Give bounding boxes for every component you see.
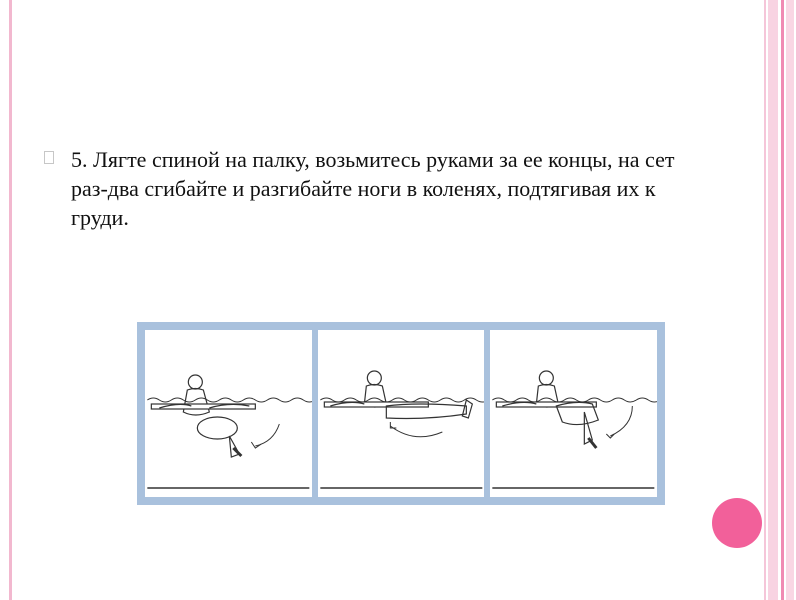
exercise-figure-knees-bent (490, 330, 657, 497)
bullet-box-icon (44, 151, 54, 164)
slide-body-text: 5. Лягте спиной на палку, возьмитесь руками за ее концы, на сет раз-два сгибайте и разгибайте ноги в коленях, подтягивая их к груди. (71, 147, 675, 230)
exercise-illustration (137, 322, 665, 505)
right-decorative-stripes (764, 0, 800, 600)
exercise-panel-3 (490, 330, 657, 497)
exercise-panel-1 (145, 330, 312, 497)
exercise-panel-2 (318, 330, 485, 497)
bullet-item (44, 145, 684, 232)
left-border-line (9, 0, 12, 600)
exercise-figure-legs-extended (318, 330, 485, 497)
decorative-pink-circle (712, 498, 762, 548)
exercise-figure-knees-bent (145, 330, 312, 497)
